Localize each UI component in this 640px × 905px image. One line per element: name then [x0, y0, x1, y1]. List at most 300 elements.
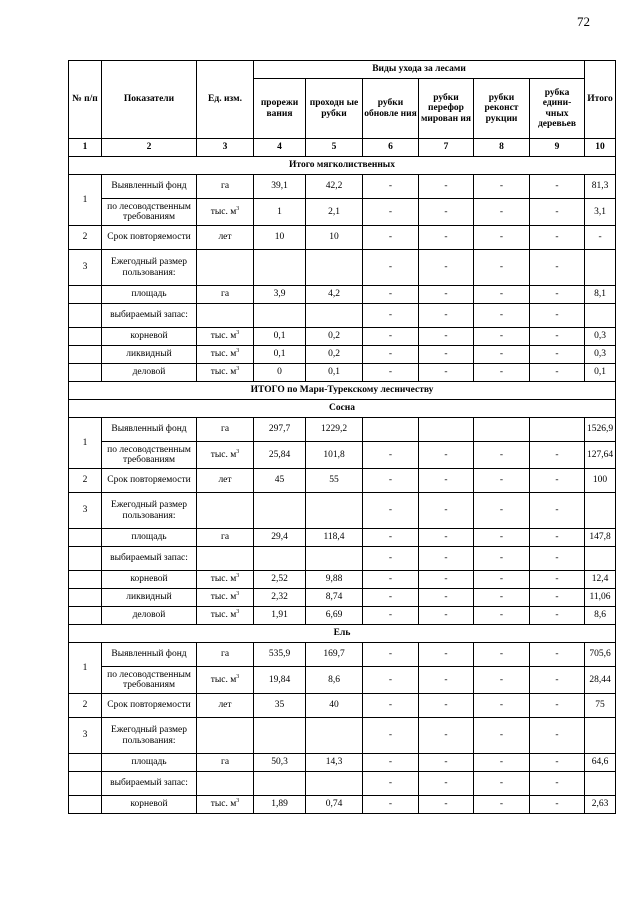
row-number: 1 [69, 418, 102, 469]
row-number: 1 [69, 643, 102, 694]
total-cell: 28,44 [585, 667, 616, 694]
value-cell: - [530, 493, 585, 529]
value-cell: 0,2 [306, 346, 363, 364]
row-label: Ежегодный размер пользования: [102, 718, 197, 754]
row-number [69, 571, 102, 589]
row-unit [197, 547, 254, 571]
value-cell: - [474, 286, 530, 304]
total-cell: 8,1 [585, 286, 616, 304]
value-cell: - [419, 328, 474, 346]
unit-text: тыс. м [210, 449, 237, 460]
value-cell: - [419, 469, 474, 493]
value-cell: - [363, 571, 419, 589]
value-cell: - [363, 199, 419, 226]
value-cell: - [530, 796, 585, 814]
value-cell: - [419, 175, 474, 199]
table-row [69, 418, 616, 442]
unit-text: тыс. м [210, 799, 237, 810]
value-cell: - [363, 286, 419, 304]
row-unit [197, 772, 254, 796]
value-cell: - [474, 607, 530, 625]
value-cell: - [363, 250, 419, 286]
column-number: 10 [585, 139, 616, 157]
table-row [69, 754, 616, 772]
value-cell: - [363, 328, 419, 346]
row-number: 3 [69, 718, 102, 754]
column-number: 9 [530, 139, 585, 157]
unit-text: тыс. м [210, 610, 237, 621]
row-unit [197, 226, 254, 250]
value-cell: - [363, 772, 419, 796]
unit-text: лет [218, 475, 232, 486]
row-number [69, 304, 102, 328]
value-cell: - [363, 754, 419, 772]
value-cell: 1,89 [254, 796, 306, 814]
table-row [69, 796, 616, 814]
row-unit [197, 286, 254, 304]
value-cell [254, 250, 306, 286]
table-row [69, 346, 616, 364]
value-cell: 19,84 [254, 667, 306, 694]
row-unit [197, 250, 254, 286]
value-cell: 297,7 [254, 418, 306, 442]
row-label: Выявленный фонд [102, 175, 197, 199]
value-cell [530, 418, 585, 442]
unit-superscript: 3 [236, 330, 240, 337]
total-cell: 3,1 [585, 199, 616, 226]
value-cell: 45 [254, 469, 306, 493]
value-cell: - [474, 571, 530, 589]
value-cell: - [474, 667, 530, 694]
row-number: 2 [69, 694, 102, 718]
value-cell: - [363, 346, 419, 364]
header-type: рубки реконст рукции [474, 79, 530, 139]
value-cell: - [474, 226, 530, 250]
table-row [69, 304, 616, 328]
header-care-types: Виды ухода за лесами [254, 61, 585, 79]
table-row [69, 718, 616, 754]
value-cell: - [419, 643, 474, 667]
row-number [69, 328, 102, 346]
value-cell: - [363, 304, 419, 328]
value-cell: - [419, 493, 474, 529]
value-cell: - [363, 718, 419, 754]
value-cell: - [530, 250, 585, 286]
value-cell: 0,1 [254, 346, 306, 364]
value-cell: 2,1 [306, 199, 363, 226]
value-cell: - [363, 469, 419, 493]
row-label: Срок повторяемости [102, 226, 197, 250]
row-label: корневой [102, 796, 197, 814]
table-row [69, 607, 616, 625]
row-unit [197, 364, 254, 382]
table-row [69, 667, 616, 694]
total-cell: 12,4 [585, 571, 616, 589]
row-label: площадь [102, 286, 197, 304]
value-cell [419, 418, 474, 442]
column-number: 3 [197, 139, 254, 157]
row-label: Срок повторяемости [102, 469, 197, 493]
value-cell [254, 493, 306, 529]
unit-text: тыс. м [210, 592, 237, 603]
header-type: рубки обновле ния [363, 79, 419, 139]
value-cell: 0,1 [254, 328, 306, 346]
value-cell: - [530, 304, 585, 328]
value-cell: 8,74 [306, 589, 363, 607]
value-cell: - [474, 442, 530, 469]
unit-superscript: 3 [236, 673, 240, 680]
value-cell: 29,4 [254, 529, 306, 547]
row-unit [197, 493, 254, 529]
value-cell: - [474, 643, 530, 667]
value-cell: - [363, 493, 419, 529]
value-cell: - [530, 772, 585, 796]
header-type: проходн ые рубки [306, 79, 363, 139]
unit-superscript: 3 [236, 366, 240, 373]
row-number [69, 772, 102, 796]
table-row [69, 643, 616, 667]
value-cell: - [530, 469, 585, 493]
row-number [69, 286, 102, 304]
value-cell: - [419, 694, 474, 718]
column-number: 6 [363, 139, 419, 157]
row-label: корневой [102, 328, 197, 346]
row-label: деловой [102, 364, 197, 382]
value-cell: - [419, 442, 474, 469]
value-cell: - [419, 364, 474, 382]
value-cell: - [474, 469, 530, 493]
value-cell [306, 718, 363, 754]
value-cell: - [363, 667, 419, 694]
row-number [69, 364, 102, 382]
table-row [69, 328, 616, 346]
row-label: Ежегодный размер пользования: [102, 250, 197, 286]
row-number [69, 547, 102, 571]
value-cell [306, 304, 363, 328]
row-unit [197, 346, 254, 364]
value-cell: - [474, 346, 530, 364]
unit-text: лет [218, 700, 232, 711]
row-unit [197, 304, 254, 328]
value-cell [306, 772, 363, 796]
value-cell: 101,8 [306, 442, 363, 469]
unit-text: га [220, 289, 230, 300]
value-cell: - [419, 607, 474, 625]
row-unit [197, 418, 254, 442]
header-type: прорежи вания [254, 79, 306, 139]
value-cell: 9,88 [306, 571, 363, 589]
row-label: Ежегодный размер пользования: [102, 493, 197, 529]
row-number: 2 [69, 469, 102, 493]
value-cell: 118,4 [306, 529, 363, 547]
total-cell: 0,1 [585, 364, 616, 382]
value-cell: - [530, 667, 585, 694]
column-number: 4 [254, 139, 306, 157]
row-unit [197, 442, 254, 469]
unit-superscript: 3 [236, 609, 240, 616]
table-body [69, 157, 616, 814]
value-cell: 55 [306, 469, 363, 493]
section-header-row [69, 157, 616, 175]
row-unit [197, 643, 254, 667]
value-cell: - [474, 589, 530, 607]
header-type: рубки перефор мирован ия [419, 79, 474, 139]
value-cell: - [530, 589, 585, 607]
row-number: 3 [69, 250, 102, 286]
table-row [69, 199, 616, 226]
value-cell: - [474, 364, 530, 382]
value-cell: - [474, 547, 530, 571]
table-row [69, 529, 616, 547]
column-number: 1 [69, 139, 102, 157]
row-label: Выявленный фонд [102, 418, 197, 442]
section-title: Сосна [69, 400, 616, 418]
row-label: ликвидный [102, 346, 197, 364]
value-cell: - [530, 328, 585, 346]
value-cell: - [474, 694, 530, 718]
row-label: выбираемый запас: [102, 772, 197, 796]
row-unit [197, 199, 254, 226]
row-unit [197, 589, 254, 607]
row-unit [197, 694, 254, 718]
table-row [69, 772, 616, 796]
unit-superscript: 3 [236, 798, 240, 805]
row-number: 1 [69, 175, 102, 226]
section-header-row [69, 382, 616, 400]
row-label: Выявленный фонд [102, 643, 197, 667]
value-cell: - [363, 175, 419, 199]
row-number: 2 [69, 226, 102, 250]
value-cell: - [419, 547, 474, 571]
table-row [69, 226, 616, 250]
value-cell: 4,2 [306, 286, 363, 304]
total-cell [585, 547, 616, 571]
unit-superscript: 3 [236, 448, 240, 455]
value-cell: - [363, 589, 419, 607]
page-number: 72 [577, 14, 590, 29]
value-cell: - [530, 286, 585, 304]
value-cell: 535,9 [254, 643, 306, 667]
row-label: ликвидный [102, 589, 197, 607]
value-cell: - [530, 547, 585, 571]
row-number: 3 [69, 493, 102, 529]
table-row [69, 442, 616, 469]
value-cell: - [419, 571, 474, 589]
column-number: 7 [419, 139, 474, 157]
unit-text: тыс. м [210, 574, 237, 585]
value-cell: - [530, 226, 585, 250]
unit-text: тыс. м [210, 674, 237, 685]
value-cell [474, 418, 530, 442]
value-cell: 1 [254, 199, 306, 226]
row-unit [197, 718, 254, 754]
value-cell: - [363, 643, 419, 667]
column-number: 2 [102, 139, 197, 157]
total-cell: - [585, 226, 616, 250]
unit-superscript: 3 [236, 591, 240, 598]
value-cell: - [363, 226, 419, 250]
total-cell: 100 [585, 469, 616, 493]
value-cell: - [363, 529, 419, 547]
value-cell: - [363, 364, 419, 382]
unit-text: тыс. м [210, 206, 237, 217]
row-number [69, 754, 102, 772]
value-cell: - [474, 754, 530, 772]
value-cell: - [474, 328, 530, 346]
value-cell: 0 [254, 364, 306, 382]
unit-superscript: 3 [236, 205, 240, 212]
section-title: ИТОГО по Мари-Турекскому лесничеству [69, 382, 616, 400]
value-cell: - [474, 175, 530, 199]
value-cell: - [530, 571, 585, 589]
value-cell [306, 547, 363, 571]
total-cell [585, 304, 616, 328]
value-cell: - [474, 493, 530, 529]
total-cell: 64,6 [585, 754, 616, 772]
unit-text: тыс. м [210, 331, 237, 342]
value-cell: - [419, 754, 474, 772]
value-cell [363, 418, 419, 442]
value-cell: - [530, 643, 585, 667]
value-cell: - [363, 796, 419, 814]
header-indicators: Показатели [102, 61, 197, 139]
section-title: Ель [69, 625, 616, 643]
value-cell: - [530, 529, 585, 547]
total-cell: 75 [585, 694, 616, 718]
table-row [69, 250, 616, 286]
row-unit [197, 667, 254, 694]
value-cell: 10 [254, 226, 306, 250]
total-cell: 0,3 [585, 328, 616, 346]
row-label: Срок повторяемости [102, 694, 197, 718]
value-cell: - [530, 346, 585, 364]
value-cell: - [419, 667, 474, 694]
value-cell: 14,3 [306, 754, 363, 772]
value-cell: - [530, 754, 585, 772]
value-cell: - [419, 286, 474, 304]
value-cell: - [474, 529, 530, 547]
table-row [69, 571, 616, 589]
value-cell [254, 547, 306, 571]
row-label: площадь [102, 529, 197, 547]
total-cell: 11,06 [585, 589, 616, 607]
value-cell: - [474, 199, 530, 226]
header-type: рубка едини- чных деревьев [530, 79, 585, 139]
section-header-row [69, 400, 616, 418]
table-row [69, 469, 616, 493]
row-number [69, 607, 102, 625]
total-cell: 2,63 [585, 796, 616, 814]
row-number [69, 529, 102, 547]
value-cell: 6,69 [306, 607, 363, 625]
unit-superscript: 3 [236, 348, 240, 355]
row-unit [197, 796, 254, 814]
total-cell: 0,3 [585, 346, 616, 364]
value-cell: - [474, 796, 530, 814]
value-cell: 2,32 [254, 589, 306, 607]
value-cell [254, 772, 306, 796]
value-cell: 1,91 [254, 607, 306, 625]
unit-text: га [220, 757, 230, 768]
total-cell [585, 250, 616, 286]
row-label: по лесоводственным требованиям [102, 199, 197, 226]
forest-care-table [68, 60, 616, 814]
value-cell: - [474, 304, 530, 328]
row-unit [197, 754, 254, 772]
value-cell: - [419, 772, 474, 796]
value-cell: - [530, 607, 585, 625]
total-cell [585, 718, 616, 754]
value-cell: 42,2 [306, 175, 363, 199]
value-cell [306, 250, 363, 286]
table-row [69, 286, 616, 304]
row-unit [197, 469, 254, 493]
table-row [69, 547, 616, 571]
column-number: 5 [306, 139, 363, 157]
value-cell: - [530, 718, 585, 754]
value-cell: - [363, 442, 419, 469]
value-cell: - [530, 199, 585, 226]
row-number [69, 589, 102, 607]
header-no: № п/п [69, 61, 102, 139]
value-cell: - [474, 772, 530, 796]
total-cell: 81,3 [585, 175, 616, 199]
value-cell: 8,6 [306, 667, 363, 694]
value-cell: - [419, 199, 474, 226]
value-cell: - [419, 346, 474, 364]
value-cell: 2,52 [254, 571, 306, 589]
value-cell: 0,1 [306, 364, 363, 382]
table-row [69, 589, 616, 607]
value-cell: 169,7 [306, 643, 363, 667]
value-cell: - [419, 529, 474, 547]
value-cell: - [530, 175, 585, 199]
total-cell: 147,8 [585, 529, 616, 547]
row-label: выбираемый запас: [102, 547, 197, 571]
row-label: по лесоводственным требованиям [102, 442, 197, 469]
row-unit [197, 328, 254, 346]
value-cell: - [419, 718, 474, 754]
value-cell: - [419, 589, 474, 607]
row-unit [197, 607, 254, 625]
value-cell: - [363, 547, 419, 571]
value-cell: - [474, 718, 530, 754]
total-cell [585, 772, 616, 796]
unit-text: га [220, 181, 230, 192]
value-cell: 10 [306, 226, 363, 250]
row-label: корневой [102, 571, 197, 589]
unit-text: га [220, 532, 230, 543]
table-row [69, 493, 616, 529]
row-unit [197, 175, 254, 199]
value-cell: - [363, 694, 419, 718]
unit-text: тыс. м [210, 367, 237, 378]
value-cell: - [530, 694, 585, 718]
row-label: площадь [102, 754, 197, 772]
value-cell: - [419, 796, 474, 814]
row-unit [197, 571, 254, 589]
total-cell: 127,64 [585, 442, 616, 469]
unit-text: га [220, 649, 230, 660]
value-cell: 39,1 [254, 175, 306, 199]
total-cell: 1526,9 [585, 418, 616, 442]
column-number: 8 [474, 139, 530, 157]
value-cell [254, 718, 306, 754]
table-row [69, 364, 616, 382]
total-cell: 705,6 [585, 643, 616, 667]
row-number [69, 346, 102, 364]
row-unit [197, 529, 254, 547]
